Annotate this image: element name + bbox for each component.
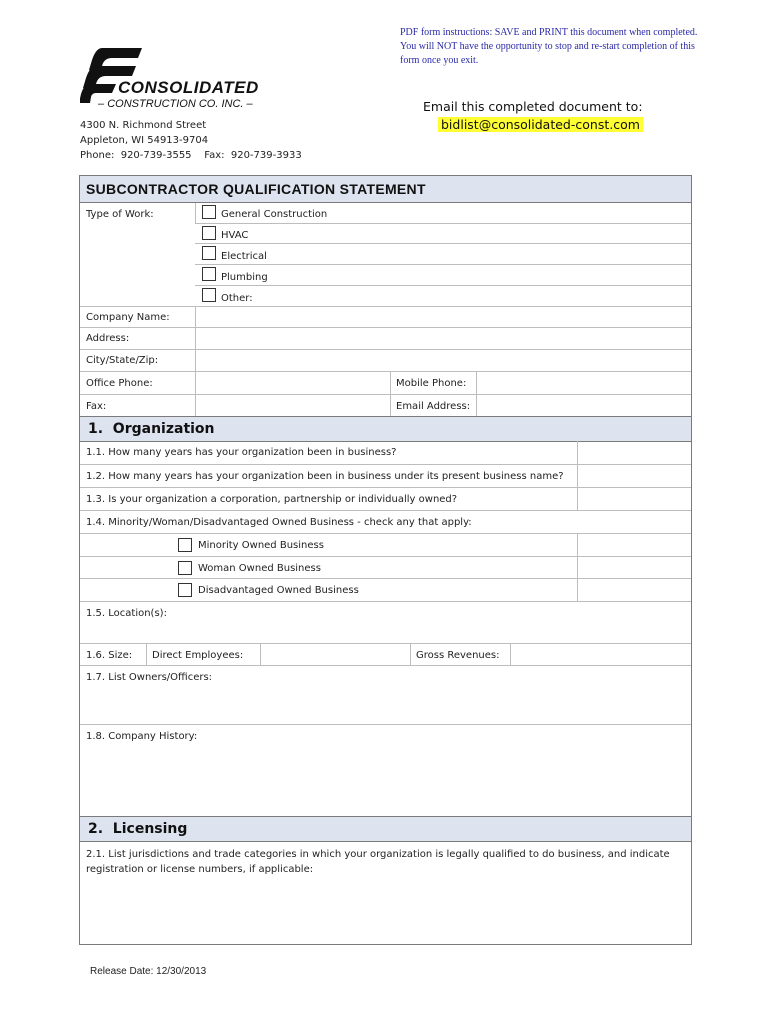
work-type-row <box>195 285 691 307</box>
fax-field[interactable] <box>196 395 390 417</box>
owned-option-label: Woman Owned Business <box>198 563 321 574</box>
question-row <box>80 487 691 511</box>
address-field[interactable] <box>196 328 691 350</box>
owned-option-row <box>80 578 691 602</box>
checkbox-other[interactable] <box>202 288 216 302</box>
question-1-5[interactable]: 1.5. Location(s): <box>86 608 167 619</box>
mobile-phone-label: Mobile Phone: <box>396 378 467 389</box>
work-type-label: Electrical <box>221 251 267 262</box>
answer-1-1-field[interactable] <box>578 441 691 464</box>
logo-company-subname: – CONSTRUCTION CO. INC. – <box>98 98 253 110</box>
licensing-heading: 2. Licensing <box>88 821 188 837</box>
checkbox-hvac[interactable] <box>202 226 216 240</box>
owned-option-row <box>80 533 691 557</box>
work-type-row <box>195 264 691 286</box>
address-label: Address: <box>86 333 130 344</box>
question-1-7[interactable]: 1.7. List Owners/Officers: <box>86 672 213 683</box>
question-1-3: 1.3. Is your organization a corporation, partnership or individually owned? <box>86 494 458 505</box>
question-row <box>80 441 691 464</box>
phone-row <box>80 371 691 395</box>
organization-heading: 1. Organization <box>88 421 215 437</box>
instructions-line-1: PDF form instructions: SAVE and PRINT this document when completed. <box>400 27 698 38</box>
locations-row <box>80 601 691 644</box>
checkbox-general-construction[interactable] <box>202 205 216 219</box>
company-history-row <box>80 724 691 817</box>
gross-revenues-label: Gross Revenues: <box>416 650 500 661</box>
address-line-1: 4300 N. Richmond Street <box>80 120 207 131</box>
mobile-phone-field[interactable] <box>477 372 691 395</box>
owned-option-row <box>80 556 691 579</box>
work-type-row <box>195 223 691 244</box>
email-instruction-label: Email this completed document to: <box>423 99 643 114</box>
gross-revenues-field[interactable] <box>511 644 691 666</box>
qualification-form <box>79 175 692 945</box>
question-row <box>80 510 691 534</box>
work-type-label: HVAC <box>221 230 249 241</box>
address-line-2: Appleton, WI 54913-9704 <box>80 135 209 146</box>
company-address <box>80 118 302 163</box>
city-state-zip-field[interactable] <box>196 350 691 372</box>
release-date: Release Date: 12/30/2013 <box>90 966 207 977</box>
email-address-field[interactable] <box>477 395 691 417</box>
answer-1-2-field[interactable] <box>578 465 691 488</box>
email-address-link[interactable]: bidlist@consolidated-const.com <box>438 117 643 132</box>
office-phone-label: Office Phone: <box>86 378 153 389</box>
work-type-label: Other: <box>221 293 253 304</box>
owned-option-label: Minority Owned Business <box>198 540 324 551</box>
company-name-label: Company Name: <box>86 312 170 323</box>
checkbox-disadvantaged-owned[interactable] <box>178 583 192 597</box>
work-type-row <box>80 203 691 223</box>
instructions-line-3: form once you exit. <box>400 55 479 66</box>
owned-option-label: Disadvantaged Owned Business <box>198 585 359 596</box>
city-state-zip-row <box>80 349 691 372</box>
instructions-line-2: You will NOT have the opportunity to stop and re-start completion of this <box>400 41 695 52</box>
organization-section-header <box>80 416 691 442</box>
type-of-work-label: Type of Work: <box>86 209 154 220</box>
size-row <box>80 643 691 666</box>
checkbox-minority-owned[interactable] <box>178 538 192 552</box>
form-title-bar <box>80 176 691 203</box>
owners-officers-row <box>80 665 691 725</box>
work-type-row <box>195 243 691 265</box>
question-1-8[interactable]: 1.8. Company History: <box>86 731 198 742</box>
answer-1-3-field[interactable] <box>578 488 691 511</box>
checkbox-plumbing[interactable] <box>202 267 216 281</box>
licensing-section-header <box>80 816 691 842</box>
phone-fax-line: Phone: 920-739-3555 Fax: 920-739-3933 <box>80 150 302 161</box>
checkbox-woman-owned[interactable] <box>178 561 192 575</box>
direct-employees-label: Direct Employees: <box>152 650 244 661</box>
question-1-4: 1.4. Minority/Woman/Disadvantaged Owned Business - check any that apply: <box>86 517 472 528</box>
pdf-instructions <box>400 26 720 68</box>
address-row <box>80 327 691 350</box>
work-type-label: Plumbing <box>221 272 268 283</box>
question-1-2: 1.2. How many years has your organization been in business under its present business name? <box>86 471 564 482</box>
question-2-1: 2.1. List jurisdictions and trade categories in which your organization is legally qualified to do business, and indicate registration or license numbers, if applicable: <box>86 849 670 875</box>
form-title: SUBCONTRACTOR QUALIFICATION STATEMENT <box>86 181 426 197</box>
question-1-6: 1.6. Size: <box>86 650 133 661</box>
work-type-label: General Construction <box>221 209 328 220</box>
office-phone-field[interactable] <box>196 372 390 395</box>
fax-email-row <box>80 394 691 417</box>
email-address-label: Email Address: <box>396 401 471 412</box>
company-name-row <box>80 306 691 328</box>
city-state-zip-label: City/State/Zip: <box>86 355 159 366</box>
checkbox-electrical[interactable] <box>202 246 216 260</box>
direct-employees-field[interactable] <box>261 644 410 666</box>
question-row <box>80 464 691 488</box>
fax-label: Fax: <box>86 401 107 412</box>
licensing-question-row[interactable] <box>80 841 691 944</box>
question-1-1: 1.1. How many years has your organization been in business? <box>86 447 397 458</box>
company-name-field[interactable] <box>196 307 691 328</box>
logo-company-name: CONSOLIDATED <box>118 78 259 97</box>
